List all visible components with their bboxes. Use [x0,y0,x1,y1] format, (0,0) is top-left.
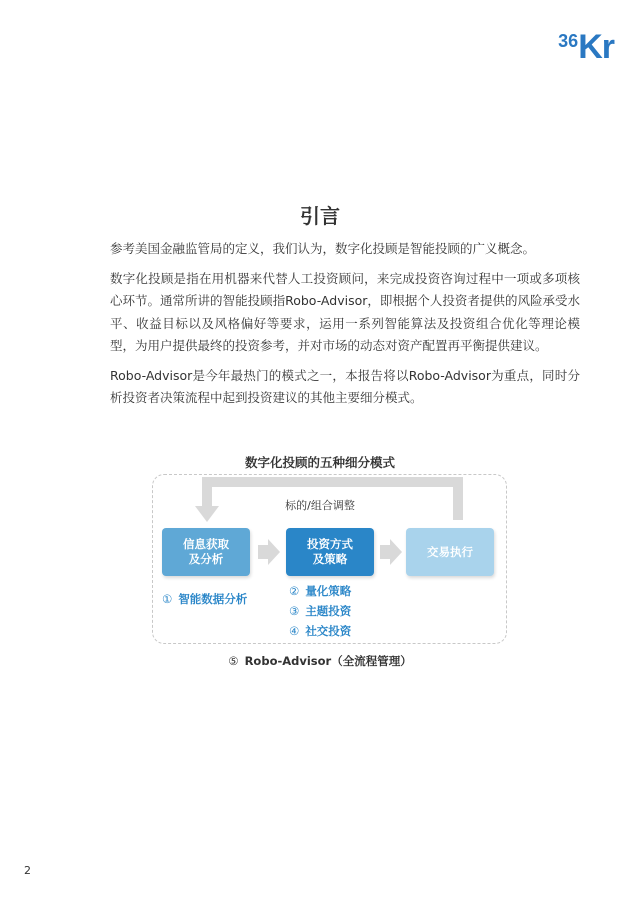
loop-label: 标的/组合调整 [285,499,355,512]
trade-box-label: 交易执行 [427,544,473,559]
invest-box-line2: 及策略 [312,552,348,566]
page-number: 2 [24,864,31,877]
robo-advisor-label: Robo-Advisor（全流程管理） [244,654,412,668]
info-analysis-box [162,528,250,576]
page-title: 引言 [300,204,340,228]
robo-advisor-num: ⑤ [228,654,239,668]
paragraph-2: 数字化投顾是指在用机器来代替人工投资顾问，来完成投资咨询过程中一项或多项核心环节。通常所讲的智能投顾指Robo-Advisor，即根据个人投资者提供的风险承受水平、收益目标以及风格偏好等要求，运用一系列智能算法及投资组合优化等理论模型，为用户提供最终的投资参考，并对市场的动态对资产配置再平衡提供建议。 [110,270,580,353]
info-box-line1: 信息获取 [183,537,229,551]
flow-arrow-1 [258,539,280,565]
invest-box-line1: 投资方式 [307,537,353,551]
info-box-line2: 及分析 [188,552,224,566]
trade-execution-box [406,528,494,576]
paragraph-3: Robo-Advisor是今年最热门的模式之一，本报告将以Robo-Advisor为重点，同时分析投资者决策流程中起到投资建议的其他主要细分模式。 [110,367,580,405]
diagram-title: 数字化投顾的五种细分模式 [244,455,395,470]
left-items [162,589,247,609]
list-item: ④ 社交投资 [289,624,352,638]
robo-advisor-item [0,653,640,669]
mid-items [289,581,351,641]
logo-letters: Kr [578,28,614,66]
list-item: ② 量化策略 [289,584,352,598]
invest-strategy-box [286,528,374,576]
paragraph-1: 参考美国金融监管局的定义，我们认为，数字化投顾是智能投顾的广义概念。 [110,241,536,256]
list-item: ③ 主题投资 [289,604,352,618]
flow-arrow-2 [380,539,402,565]
logo-number: 36 [558,31,579,51]
list-item: ① 智能数据分析 [162,592,248,606]
